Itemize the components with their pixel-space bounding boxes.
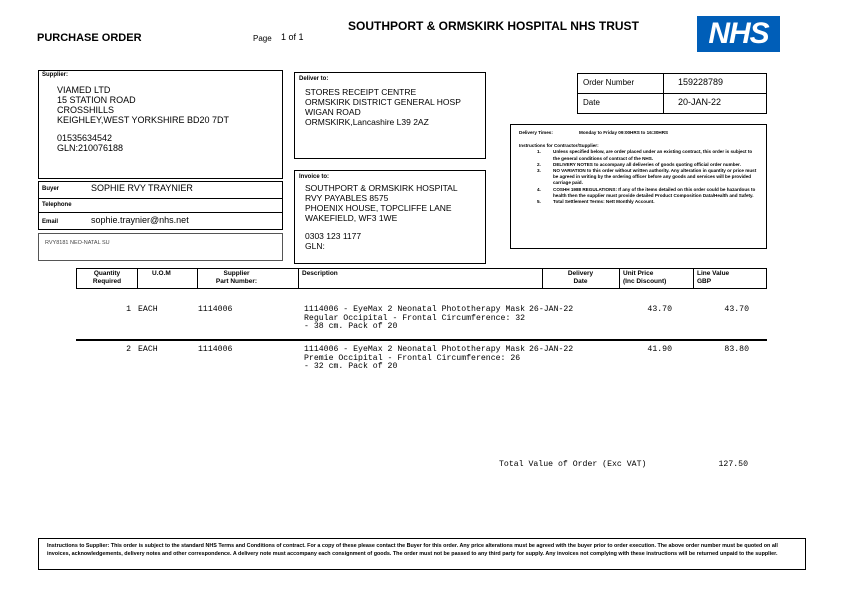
deliver-to-box [294, 72, 486, 159]
email-value: sophie.traynier@nhs.net [91, 215, 189, 225]
header-description: Description [302, 270, 338, 277]
supplier-gln: GLN:210076188 [57, 143, 124, 153]
row-description: 1114006 - EyeMax 2 Neonatal Phototherapy Mask Regular Occipital - Frontal Circumference: 32 - 38 cm. Pack of 20 [304, 305, 526, 331]
buyer-label: Buyer [42, 186, 60, 192]
row-unit-price: 43.70 [647, 305, 672, 314]
address-line: ORMSKIRK,Lancashire L39 2AZ [305, 117, 429, 127]
header-part-number: Supplier Part Number: [215, 270, 258, 285]
header-delivery-date: Delivery Date [567, 270, 594, 285]
page-label: Page [253, 34, 272, 43]
department-box [38, 233, 283, 261]
supplier-box [38, 70, 283, 179]
row-description: 1114006 - EyeMax 2 Neonatal Phototherapy Mask Premie Occipital - Frontal Circumference: 26 - 32 cm. Pack of 20 [304, 345, 526, 371]
address-line: VIAMED LTD [57, 85, 111, 95]
total-value: 127.50 [718, 460, 748, 469]
header-unit-price: Unit Price (Inc Discount) [623, 270, 667, 285]
row-unit-price: 41.90 [647, 345, 672, 354]
row-delivery-date: 26-JAN-22 [529, 305, 574, 314]
buyer-value: SOPHIE RVY TRAYNIER [91, 183, 193, 193]
supplier-instructions-footer: Instructions to Supplier: This order is subject to the standard NHS Terms and Conditions of contract. For a copy of these please contact the Buyer for this order. Any price alterations must be agreed with the buyer prior to order execution. The above order number must be quoted on all invoices, acknowledgements, delivery notes and other correspondence. A delivery note must accompany each consignment of goods. The order must not be passed to any third party for supply. Any invoices not complying with these instructions will be returned unpaid to the supplier. [38, 538, 806, 570]
supplier-label: Supplier: [42, 72, 69, 78]
instruction-item: 5. Total Settlement Terms: Nett Monthly Account. [537, 199, 655, 205]
row-divider [76, 339, 767, 341]
table-row [76, 346, 767, 376]
address-line: 15 STATION ROAD [57, 95, 136, 105]
instructions-heading: Instructions for Contractor/Supplier: [519, 143, 599, 149]
address-line: WIGAN ROAD [305, 107, 361, 117]
date-label: Date [583, 98, 600, 107]
invoice-to-box [294, 170, 486, 264]
department-code: RVY8181 NEO-NATAL SU [45, 240, 110, 246]
delivery-times-label: Delivery Times: [519, 130, 553, 135]
instruction-item: 4. COSHH 1988 REGULATIONS: If any of the items detailed on this order could be hazardous to health then the supplier must provide detailed Product Composition Data/Health and Safety. [537, 186, 756, 198]
email-label: Email [42, 219, 59, 225]
row-line-value: 43.70 [724, 305, 749, 314]
address-line: KEIGHLEY,WEST YORKSHIRE BD20 7DT [57, 115, 230, 125]
row-quantity: 1 [126, 305, 131, 314]
header-line-value: Line Value GBP [697, 270, 730, 285]
row-delivery-date: 26-JAN-22 [529, 345, 574, 354]
row-part-number: 1114006 [198, 345, 233, 354]
table-header [76, 268, 767, 289]
document-title: PURCHASE ORDER [37, 32, 142, 44]
address-line: WAKEFIELD, WF3 1WE [305, 213, 398, 223]
row-uom: EACH [138, 345, 158, 354]
invoice-gln: GLN: [305, 241, 325, 251]
contractor-instructions-box [510, 124, 767, 249]
trust-name: SOUTHPORT & ORMSKIRK HOSPITAL NHS TRUST [348, 19, 639, 33]
deliver-label: Deliver to: [299, 76, 329, 82]
row-part-number: 1114006 [198, 305, 233, 314]
order-number-label: Order Number [583, 78, 635, 87]
invoice-address [305, 183, 458, 251]
supplier-address [57, 85, 229, 153]
buyer-row [38, 181, 283, 199]
instruction-item: 3. NO VARIATION to this order without written authority. Any alteration in quantity or price must be agreed in writing by the ordering officer before any goods and services will be provided carriage paid. [537, 168, 757, 186]
total-label: Total Value of Order (Exc VAT) [499, 460, 647, 469]
page-number: 1 of 1 [281, 32, 304, 42]
address-line: STORES RECEIPT CENTRE [305, 87, 417, 97]
address-line: RVY PAYABLES 8575 [305, 193, 389, 203]
header-uom: U.O.M [152, 270, 171, 277]
delivery-times-value: Monday to Friday 09:00HRS to 16:30HRS [579, 130, 669, 135]
address-line: ORMSKIRK DISTRICT GENERAL HOSP [305, 97, 461, 107]
supplier-phone: 01535634542 [57, 133, 113, 143]
invoice-label: Invoice to: [299, 174, 330, 180]
table-row [76, 306, 767, 336]
address-line: PHOENIX HOUSE, TOPCLIFFE LANE [305, 203, 452, 213]
telephone-row [38, 198, 283, 213]
order-info-box [577, 73, 767, 114]
order-number-value: 159228789 [678, 77, 724, 87]
row-quantity: 2 [126, 345, 131, 354]
address-line: CROSSHILLS [57, 105, 115, 115]
deliver-address [305, 87, 461, 127]
instruction-item: 1. Unless specified below, are order placed under an existing contract, this order is subject to the general conditions of contract of the NHS. [537, 149, 753, 161]
row-uom: EACH [138, 305, 158, 314]
instruction-item: 2. DELIVERY NOTES to accompany all deliveries of goods quoting official order number. [537, 161, 741, 167]
row-line-value: 83.80 [724, 345, 749, 354]
address-line: SOUTHPORT & ORMSKIRK HOSPITAL [305, 183, 458, 193]
nhs-logo: NHS [697, 16, 780, 52]
date-value: 20-JAN-22 [678, 97, 722, 107]
telephone-label: Telephone [42, 202, 72, 208]
email-row [38, 212, 283, 230]
invoice-phone: 0303 123 1177 [305, 231, 362, 241]
header-quantity: Quantity Required [92, 270, 122, 285]
